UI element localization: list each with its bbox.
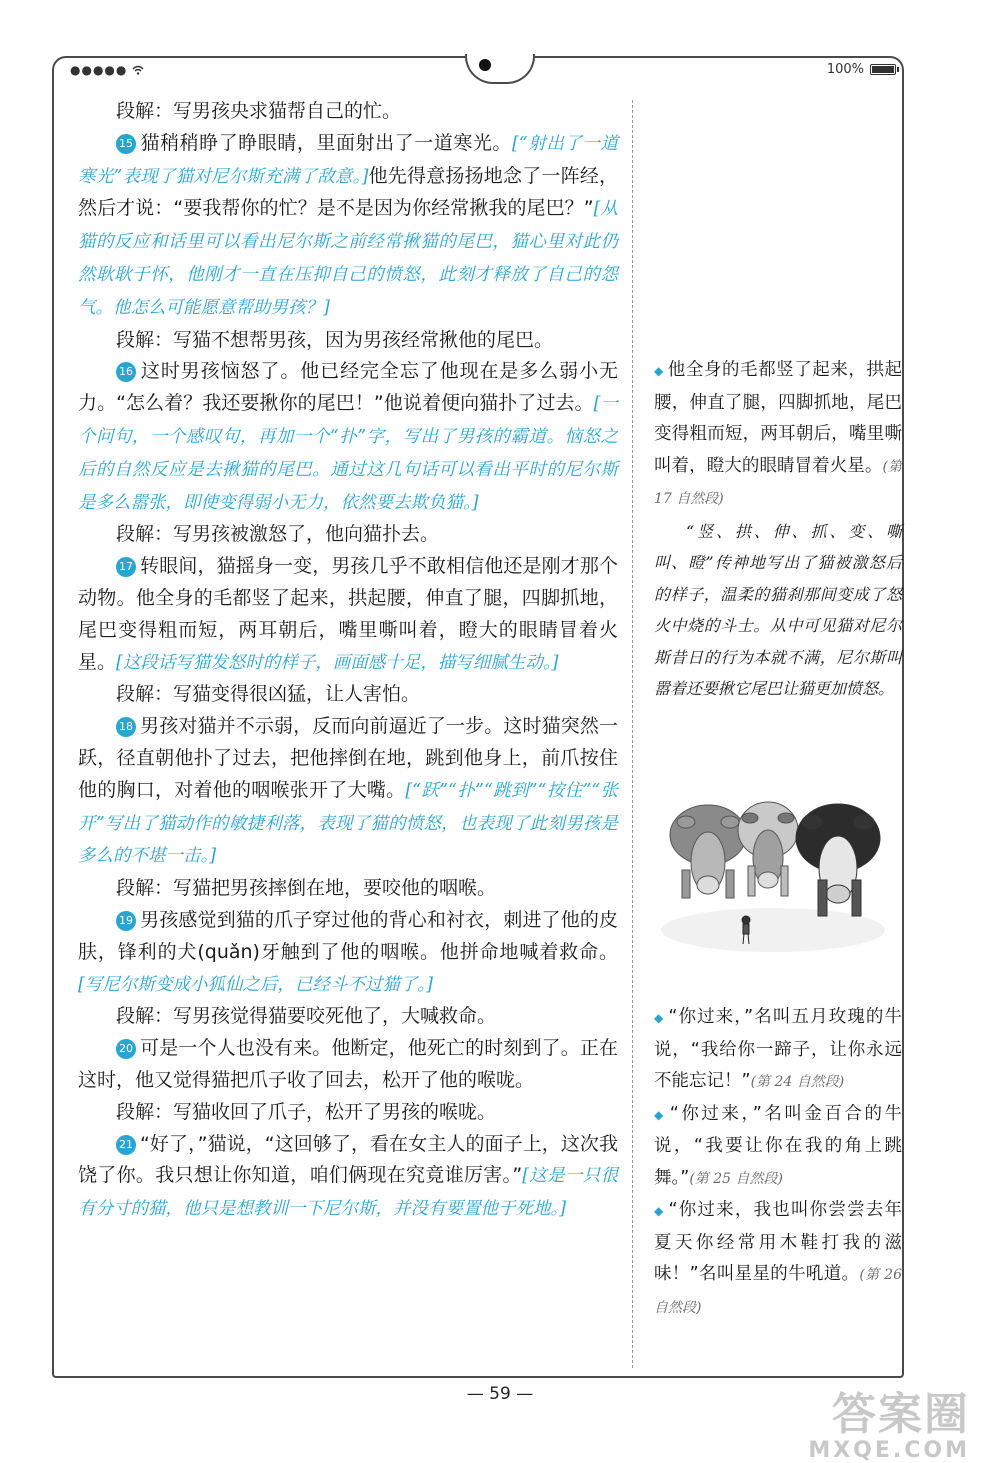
diamond-bullet-icon: ◆ xyxy=(654,1107,666,1122)
section-summary: 段解：写猫变得很凶猛，让人害怕。 xyxy=(116,683,421,706)
annotation: [一个问句，一个感叹句，再加一个“扑”字，写出了男孩的霸道。恼怒之后的自然反应是去揪猫的尾巴。通过这几句话可以看出平时的尼尔斯是多么嚣张，即使变得弱小无力，依然要去欺负猫。] xyxy=(78,394,618,513)
status-bar-right xyxy=(827,62,896,77)
paragraph-number-badge: 15 xyxy=(116,134,136,154)
main-text-column xyxy=(78,96,618,1226)
wifi-icon xyxy=(132,65,144,75)
side-quote: ◆ “你过来，我也叫你尝尝去年夏天你经常用木鞋打我的滋味！”名叫星星的牛吼道。(第 26 自然段) xyxy=(654,1200,902,1316)
battery-percent: 100% xyxy=(826,62,864,77)
paragraph-number-badge: 16 xyxy=(116,362,136,382)
side-quote: ◆ “你过来，”名叫五月玫瑰的牛说，“我给你一蹄子，让你永远不能忘记！”(第 24 自然段) xyxy=(654,1007,902,1091)
side-note-2 xyxy=(654,1002,902,1324)
side-quote: ◆ “你过来，”名叫金百合的牛说，“我要让你在我的角上跳舞。”(第 25 自然段) xyxy=(654,1103,902,1188)
column-divider xyxy=(632,100,633,1368)
paragraph-16: 16 这时男孩恼怒了。他已经完全忘了他现在是多么弱小无力。“怎么着？我还要揪你的尾巴！”他说着便向猫扑了过去。[一个问句，一个感叹句，再加一个“扑”字，写出了男孩的霸道。恼怒之后的自然反应是去揪猫的尾巴。通过这几句话可以看出平时的尼尔斯是多么嚣张，即使变得弱小无力，依然要去欺负猫。] xyxy=(78,360,618,513)
section-summary: 段解：写男孩被激怒了，他向猫扑去。 xyxy=(116,523,440,546)
side-comment: “竖、拱、伸、抓、变、嘶叫、瞪”传神地写出了猫被激怒后的样子，温柔的猫刹那间变成了怒火中烧的斗士。从中可见猫对尼尔斯昔日的行为本就不满，尼尔斯叫嚣着还要揪它尾巴让猫更加愤怒。 xyxy=(654,521,902,698)
section-summary: 段解：写男孩央求猫帮自己的忙。 xyxy=(116,100,402,122)
side-quote: ◆ 他全身的毛都竖了起来，拱起腰，伸直了腿，四脚抓地，尾巴变得粗而短，两耳朝后，嘴里嘶叫着，瞪大的眼睛冒着火星。(第 17 自然段) xyxy=(654,360,903,507)
paragraph-number-badge: 18 xyxy=(116,717,136,737)
paragraph-19: 19 男孩感觉到猫的爪子穿过他的背心和衬衣，刺进了他的皮肤，锋利的犬(quǎn)牙触到了他的咽喉。他拼命地喊着救命。[写尼尔斯变成小狐仙之后，已经斗不过猫了。] xyxy=(78,908,618,995)
side-note-1 xyxy=(654,355,902,705)
diamond-bullet-icon: ◆ xyxy=(654,364,664,378)
section-summary: 段解：写猫把男孩摔倒在地，要咬他的咽喉。 xyxy=(116,877,497,900)
status-bar-left xyxy=(70,63,144,77)
paragraph-17: 17 转眼间，猫摇身一变，男孩几乎不敢相信他还是刚才那个动物。他全身的毛都竖了起来，拱起腰，伸直了腿，四脚抓地，尾巴变得粗而短，两耳朝后，嘴里嘶叫着，瞪大的眼睛冒着火星。[这段话写猫发怒时的样子，画面感十足，描写细腻生动。] xyxy=(78,555,618,673)
diamond-bullet-icon: ◆ xyxy=(654,1011,665,1025)
paragraph-18: 18 男孩对猫并不示弱，反而向前逼近了一步。这时猫突然一跃，径直朝他扑了过去，把他摔倒在地，跳到他身上，前爪按住他的胸口，对着他的咽喉张开了大嘴。[“跃”“扑”“跳到”“按住”“张开”写出了猫动作的敏捷利落，表现了猫的愤怒，也表现了此刻男孩是多么的不堪一击。] xyxy=(78,715,618,867)
paragraph-20: 20 可是一个人也没有来。他断定，他死亡的时刻到了。正在这时，他又觉得猫把爪子收了回去，松开了他的喉咙。 xyxy=(78,1037,618,1091)
paragraph-15: 15 猫稍稍睁了睁眼睛，里面射出了一道寒光。[“射出了一道寒光”表现了猫对尼尔斯充满了敌意。]他先得意扬扬地念了一阵经，然后才说：“要我帮你的忙？是不是因为你经常揪我的尾巴？”[从猫的反应和话里可以看出尼尔斯之前经常揪猫的尾巴，猫心里对此仍然耿耿于怀，他刚才一直在压抑自己的愤怒，此刻才释放了自己的怨气。他怎么可能愿意帮助男孩？] xyxy=(78,131,618,318)
section-summary: 段解：写猫收回了爪子，松开了男孩的喉咙。 xyxy=(116,1100,497,1123)
battery-icon xyxy=(870,64,896,75)
annotation: [写尼尔斯变成小狐仙之后，已经斗不过猫了。] xyxy=(78,974,433,995)
paragraph-number-badge: 21 xyxy=(116,1135,136,1155)
cows-illustration xyxy=(660,780,886,962)
diamond-bullet-icon: ◆ xyxy=(654,1204,665,1218)
paragraph-number-badge: 20 xyxy=(116,1039,136,1059)
paragraph-number-badge: 17 xyxy=(116,557,136,577)
signal-icon: ●●●●● xyxy=(70,63,133,77)
paragraph-number-badge: 19 xyxy=(116,911,136,931)
paragraph-21: 21 “好了，”猫说，“这回够了，看在女主人的面子上，这次我饶了你。我只想让你知道，咱们俩现在究竟谁厉害。”[这是一只很有分寸的猫，他只是想教训一下尼尔斯，并没有要置他于死地。] xyxy=(78,1132,618,1220)
camera-icon xyxy=(479,59,491,71)
section-summary: 段解：写猫不想帮男孩，因为男孩经常揪他的尾巴。 xyxy=(116,328,554,351)
annotation: [这段话写猫发怒时的样子，画面感十足，描写细腻生动。] xyxy=(116,652,559,673)
annotation: [“射出了一道寒光”表现了猫对尼尔斯充满了敌意。] xyxy=(78,133,618,187)
section-summary: 段解：写男孩觉得猫要咬死他了，大喊救命。 xyxy=(116,1005,497,1028)
watermark-logo: 答案圈 MXQE.COM xyxy=(808,1389,970,1463)
annotation: [“跃”“扑”“跳到”“按住”“张开”写出了猫动作的敏捷利落，表现了猫的愤怒，也表现了此刻男孩是多么的不堪一击。] xyxy=(78,780,618,867)
annotation: [从猫的反应和话里可以看出尼尔斯之前经常揪猫的尾巴，猫心里对此仍然耿耿于怀，他刚才一直在压抑自己的愤怒，此刻才释放了自己的怨气。他怎么可能愿意帮助男孩？] xyxy=(78,199,618,318)
page-number: — 59 — xyxy=(466,1384,534,1404)
annotation: [这是一只很有分寸的猫，他只是想教训一下尼尔斯，并没有要置他于死地。] xyxy=(78,1166,618,1220)
